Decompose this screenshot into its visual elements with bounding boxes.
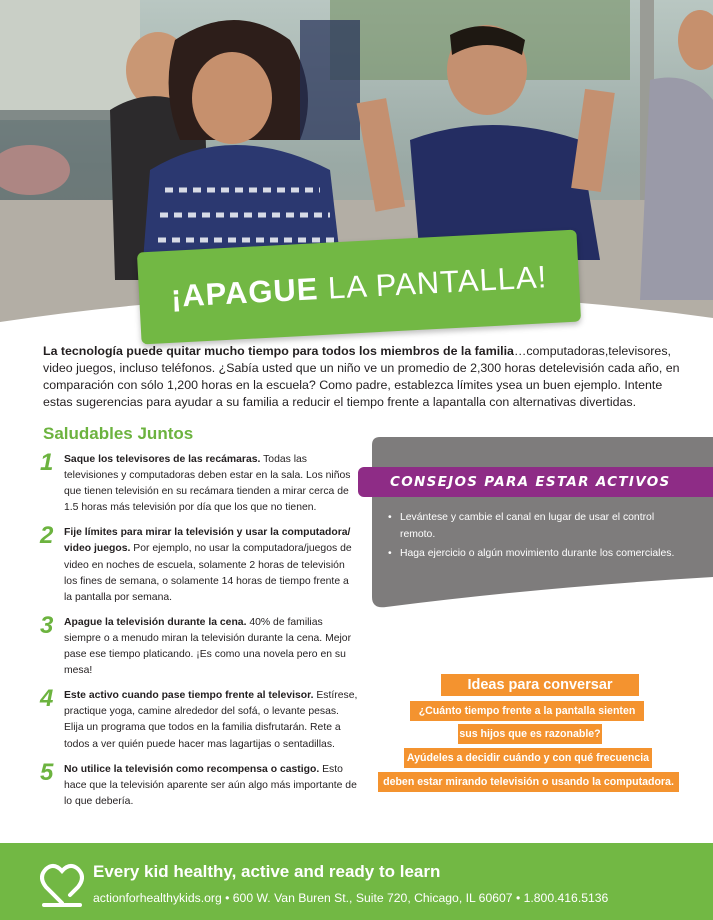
tip-heading: No utilice la televisión como recompensa o castigo.: [64, 763, 320, 775]
tip-body: Todas las televisiones y computadoras deben estar en la sala. Los niños que tienen televisión en su recámara tienden a mirar cerca de 1.5 horas más televisión por día que los que no tienen.: [64, 454, 351, 514]
tip-item: [40, 522, 358, 605]
section-title: Saludables Juntos: [43, 424, 194, 443]
page-title: ¡APAGUE LA PANTALLA!: [170, 259, 548, 314]
tip-heading: Saque los televisores de las recámaras.: [64, 454, 261, 465]
heart-logo-icon: [40, 861, 84, 907]
ideas-line: Ayúdeles a decidir cuándo y con qué frecuencia: [404, 748, 652, 768]
tip-number: 1: [40, 449, 54, 476]
footer-tagline: Every kid healthy, active and ready to learn: [93, 862, 441, 881]
tip-body: Esto hace que la televisión aparente ser aún algo más importante de lo que debería.: [64, 763, 357, 807]
ideas-title: Ideas para conversar: [441, 674, 639, 696]
tip-item: [40, 758, 358, 810]
tip-number: 2: [40, 522, 54, 550]
ideas-line: deben estar mirando televisión o usando la computadora.: [378, 772, 679, 792]
consejos-title: CONSEJOS PARA ESTAR ACTIVOS: [390, 474, 671, 490]
tip-number: 5: [40, 758, 54, 786]
tip-body: Por ejemplo, no usar la computadora/juegos de video en noches de escuela, solamente 2 horas de televisión los fines de semana, o solamente 14 horas de tiempo frente a la pantalla por semana.: [64, 543, 352, 603]
tip-body: Estírese, practique yoga, camine alrededor del sofá, o levante pesas. Elija un programa que todos en la familia disfrutarán. Rete a todos a ver quién puede hacer mas lagartijas o sentadillas.: [64, 690, 358, 750]
consejo-item: • Haga ejercicio o algún movimiento durante los comerciales.: [388, 546, 688, 563]
consejos-band: [358, 467, 713, 497]
tip-number: 3: [40, 611, 54, 639]
intro-lead: La tecnología puede quitar mucho tiempo para todos los miembros de la familia: [43, 344, 514, 358]
tip-number: 4: [40, 685, 54, 713]
ideas-line: sus hijos que es razonable?: [458, 724, 602, 744]
footer-contact: actionforhealthykids.org • 600 W. Van Buren St., Suite 720, Chicago, IL 60607 • 1.800.416.5136: [93, 891, 609, 905]
tip-heading: Fije límites para mirar la televisión y usar la computadora/ video juegos.: [64, 527, 351, 555]
tip-item: [40, 685, 358, 752]
tip-heading: Este activo cuando pase tiempo frente al televisor.: [64, 690, 314, 702]
intro-body: …computadoras,televisores, video juegos, incluso teléfonos. ¿Sabía usted que un niño ve un promedio de 2,300 horas detelevisión cada año, en comparación con sólo 1,200 horas en la escuela? Como padre, establezca límites ysea un buen ejemplo. Intente estas sugerencias para ayudar a su familia a reducir el tiempo frente a lapantalla con alternativas divertidas.: [43, 344, 680, 409]
tip-item: [40, 611, 358, 679]
intro-paragraph: [43, 343, 683, 411]
ideas-line: ¿Cuánto tiempo frente a la pantalla sienten: [410, 701, 644, 721]
consejos-list: [388, 510, 688, 566]
tip-item: [40, 449, 358, 516]
tip-body: 40% de familias siempre o a menudo miran la televisión durante la cena. Mejor pase ese tiempo platicando. ¡Es como una novela pero en su mesa!: [64, 616, 352, 677]
tips-list: [40, 449, 358, 819]
tip-heading: Apague la televisión durante la cena.: [64, 616, 247, 628]
consejo-item: • Levántese y cambie el canal en lugar de usar el control remoto.: [388, 510, 688, 543]
footer: [0, 843, 713, 920]
